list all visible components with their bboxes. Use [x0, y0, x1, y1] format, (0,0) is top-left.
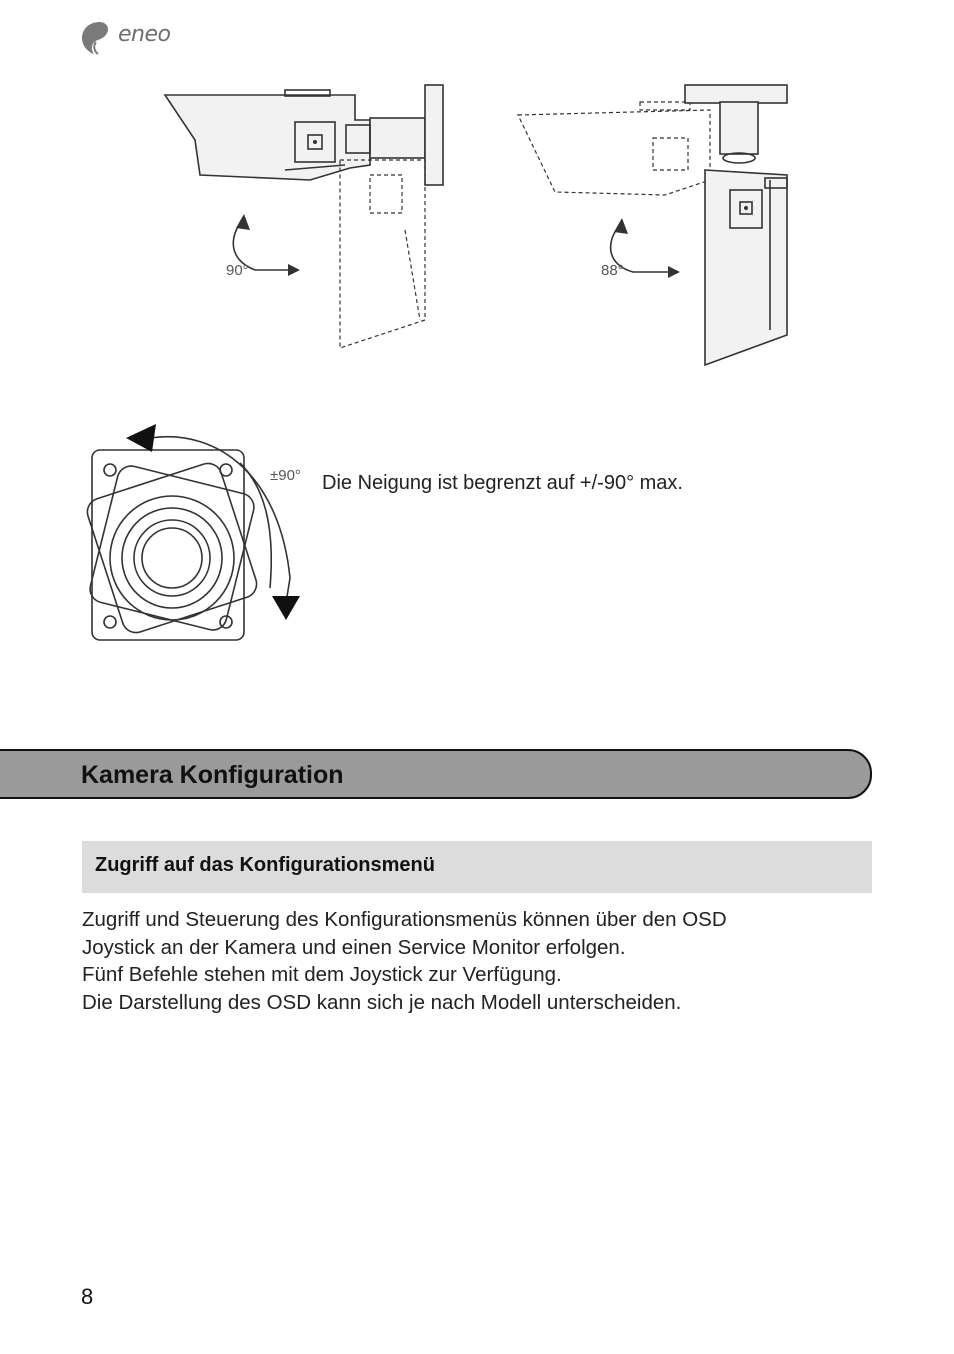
logo-text: eneo [118, 22, 171, 47]
body-paragraph [82, 906, 872, 1016]
tilt-limit-note: Die Neigung ist begrenzt auf +/-90° max. [322, 472, 683, 494]
angle-label-90: 90° [226, 262, 249, 279]
angle-label-88: 88° [601, 262, 624, 279]
section-title: Kamera Konfiguration [81, 761, 344, 789]
camera-rotation-figure [80, 418, 320, 653]
camera-tilt-88-figure [515, 80, 800, 370]
subsection-title: Zugriff auf das Konfigurationsmenü [95, 854, 435, 876]
page-number: 8 [81, 1284, 94, 1309]
body-line: Die Darstellung des OSD kann sich je nach Modell unterscheiden. [82, 990, 682, 1014]
angle-label-rotation: ±90° [270, 467, 301, 484]
body-line: Fünf Befehle stehen mit dem Joystick zur Verfügung. [82, 963, 562, 986]
body-line: Joystick an der Kamera und einen Service Monitor erfolgen. [82, 935, 626, 959]
camera-tilt-90-figure [160, 80, 460, 355]
body-line: Zugriff und Steuerung des Konfigurationsmenüs können über den OSD [82, 908, 727, 931]
